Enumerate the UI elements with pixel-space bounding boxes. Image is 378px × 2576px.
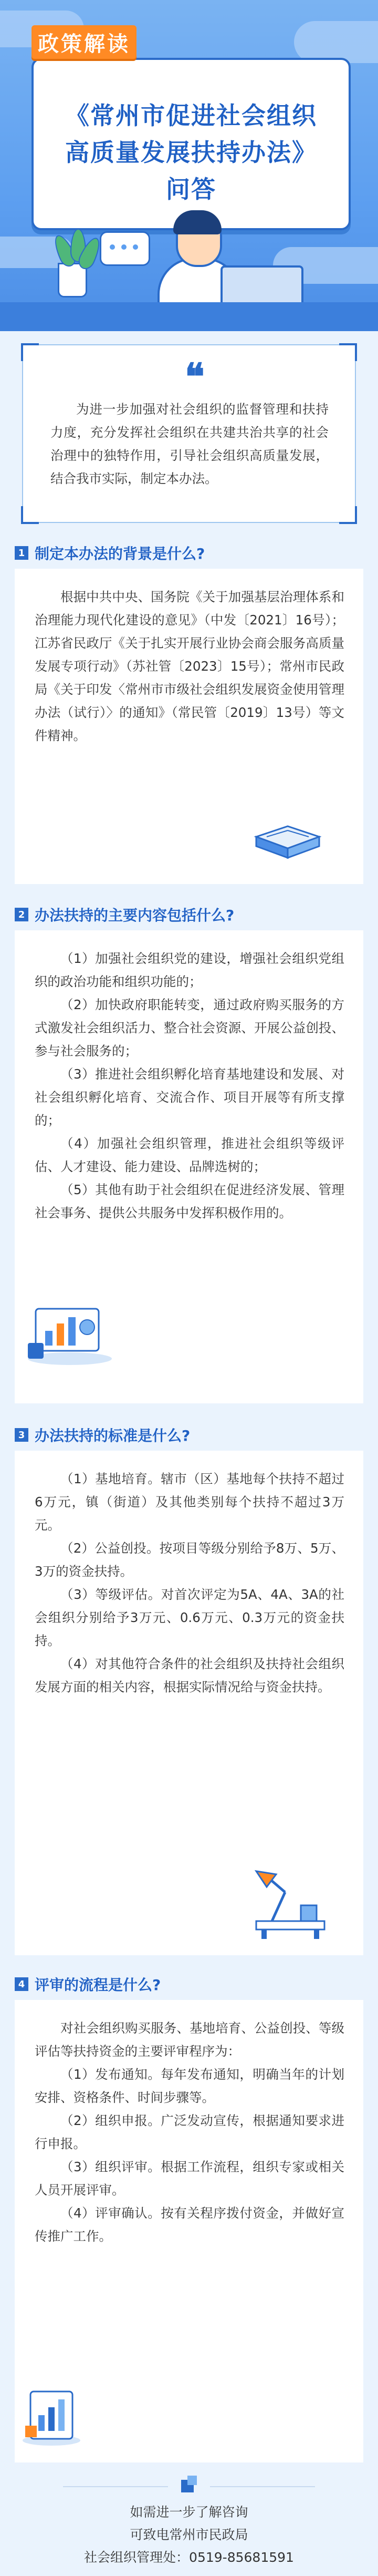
section-1-header (15, 542, 205, 563)
title-line-1: 《常州市促进社会组织 (65, 101, 317, 130)
paragraph: （3）组织评审。根据工作流程，组织专家或相关人员开展评审。 (35, 2159, 344, 2198)
section-1-box (15, 569, 363, 884)
section-2-box (15, 930, 363, 1403)
paragraph: （1）基地培育。辖市（区）基地每个扶持不超过6万元，镇（街道）及其他类别每个扶持不超过3万元。 (35, 1471, 344, 1533)
chat-bubble-icon (100, 231, 150, 266)
quote-icon: ❝ (185, 355, 205, 398)
desk (0, 302, 378, 331)
chart-board-icon (25, 1298, 114, 1367)
intro-text: 为进一步加强对社会组织的监督管理和扶持力度，充分发挥社会组织在共建共治共享的社会治理中的独特作用，引导社会组织高质量发展，结合我市实际，制定本办法。 (50, 402, 329, 486)
book-icon (251, 800, 324, 863)
section-title: 办法扶持的标准是什么? (35, 1427, 191, 1444)
section-number: 2 (15, 908, 28, 921)
section-number: 4 (15, 1977, 28, 1991)
section-4-box (15, 2000, 363, 2462)
footer-divider (63, 2486, 168, 2487)
section-3-header (15, 1424, 190, 1445)
paragraph: （1）加强社会组织党的建设，增强社会组织党组织的政治功能和组织功能的； (35, 951, 344, 989)
paragraph: （2）公益创投。按项目等级分别给予8万、5万、3万的资金扶持。 (35, 1541, 344, 1579)
paragraph: （5）其他有助于社会组织在促进经济发展、管理社会事务、提供公共服务中发挥积极作用的。 (35, 1182, 344, 1220)
paragraph: （3）推进社会组织孵化培育基地建设和发展、对社会组织孵化培育、交流合作、项目开展等有所支撑的； (35, 1066, 344, 1128)
title-card (32, 58, 351, 230)
section-number: 3 (15, 1428, 28, 1442)
paragraph: （4）加强社会组织管理，推进社会组织等级评估、人才建设、能力建设、品牌选树的； (35, 1136, 344, 1174)
paragraph: （3）等级评估。对首次评定为5A、4A、3A的社会组织分别给予3万元、0.6万元、0.3万元的资金扶持。 (35, 1587, 344, 1648)
desk-lamp-icon (235, 1861, 335, 1939)
title-line-2: 高质量发展扶持办法》 (65, 138, 317, 167)
section-4-header (15, 1974, 161, 1995)
report-chart-icon (20, 2378, 83, 2447)
intro-box (22, 344, 356, 523)
footer-mark-icon (187, 2476, 197, 2485)
section-2-header (15, 904, 234, 925)
section-title: 办法扶持的主要内容包括什么? (35, 907, 235, 924)
section-title: 制定本办法的背景是什么? (35, 545, 205, 562)
paragraph: 对社会组织购买服务、基地培育、公益创投、等级评估等扶持资金的主要评审程序为： (35, 2020, 344, 2059)
paragraph: （4）对其他符合条件的社会组织及扶持社会组织发展方面的相关内容，根据实际情况给与资金扶持。 (35, 1656, 344, 1695)
title-line-3: 问答 (166, 175, 216, 203)
section-number: 1 (15, 546, 28, 560)
paragraph: （2）加快政府职能转变，通过政府购买服务的方式激发社会组织活力、整合社会资源、开展公益创投、参与社会服务的； (35, 997, 344, 1059)
footer-line-1: 如需进一步了解咨询 (130, 2505, 248, 2520)
policy-tag: 政策解读 (32, 25, 136, 59)
section-title: 评审的流程是什么? (35, 1976, 161, 1994)
paragraph: 根据中共中央、国务院《关于加强基层治理体系和治理能力现代化建设的意见》（中发〔2021〕16号）；江苏省民政厅《关于扎实开展行业协会商会服务高质量发展专项行动》（苏社管〔2023〕15号）；常州市民政局《关于印发〈常州市市级社会组织发展资金使用管理办法（试行）〉的通知》（常民管〔2019〕13号）等文件精神。 (35, 589, 344, 743)
hero-banner (0, 0, 378, 331)
paragraph: （1）发布通知。每年发布通知，明确当年的计划安排、资格条件、时间步骤等。 (35, 2067, 344, 2105)
paragraph: （2）组织申报。广泛发动宣传，根据通知要求进行申报。 (35, 2113, 344, 2151)
footer-line-3: 社会组织管理处：0519-85681591 (84, 2550, 294, 2565)
section-3-box (15, 1451, 363, 1955)
footer-divider (210, 2486, 315, 2487)
footer-line-2: 可致电常州市民政局 (130, 2527, 248, 2542)
paragraph: （4）评审确认。按有关程序拨付资金，并做好宣传推广工作。 (35, 2205, 344, 2244)
